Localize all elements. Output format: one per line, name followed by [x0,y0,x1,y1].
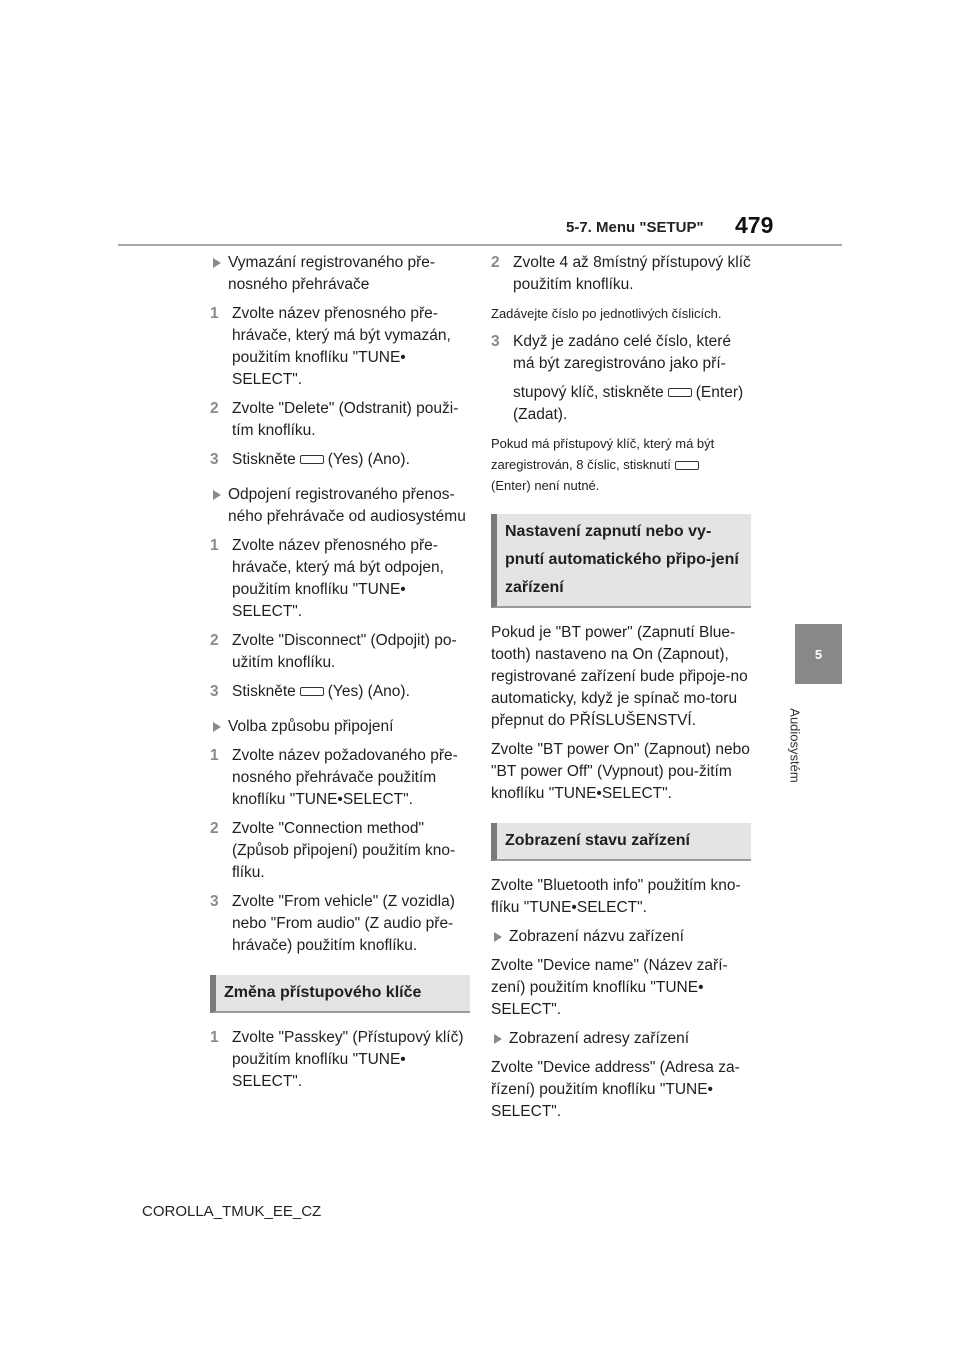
note-text: Pokud má přístupový klíč, který má být zaregistrován, 8 číslic, stisknutí [491,436,715,472]
step [210,535,470,623]
step [210,1027,470,1093]
step-text: (Enter) (Zadat). [513,384,744,423]
step-number: 1 [210,305,219,322]
footer-code: COROLLA_TMUK_EE_CZ [142,1203,322,1220]
chapter-title: Audiosystém [787,708,803,783]
note [491,433,751,496]
bullet-disconnect-device: Odpojení registrovaného přenos-ného přehrávače od audiosystému [210,484,470,528]
step [210,891,470,957]
step [210,449,470,471]
section-heading-auto-connect: Nastavení zapnutí nebo vy-pnutí automatického připo-jení zařízení [491,514,751,608]
step [491,252,751,296]
step-text: Zvolte 4 až 8místný přístupový klíč použitím knoflíku. [513,254,751,293]
step-number: 3 [491,333,500,350]
button-icon [300,687,324,696]
section-heading-device-status: Zobrazení stavu zařízení [491,823,751,861]
step-text: Když je zadáno celé číslo, které má být zaregistrováno jako pří- [513,333,731,372]
chapter-number: 5 [814,646,823,662]
paragraph: Pokud je "BT power" (Zapnutí Blue-tooth) nastaveno na On (Zapnout), registrované zařízení bude připoje-no automaticky, když je spínač mo-toru přepnut do PŘÍSLUŠENSTVÍ. [491,624,748,729]
step-number: 3 [210,451,219,468]
step-number: 1 [210,1029,219,1046]
step [210,681,470,703]
paragraph: Zvolte "BT power On" (Zapnout) nebo "BT power Off" (Vypnout) pou-žitím knoflíku "TUNE•SELECT". [491,741,750,802]
step [210,818,470,884]
left-column [210,252,470,1100]
page-number: 479 [735,212,774,238]
step-text: (Yes) (Ano). [327,451,410,468]
paragraph: Zvolte "Device name" (Název zaří-zení) použitím knoflíku "TUNE• SELECT". [491,957,728,1018]
step-number: 1 [210,747,219,764]
step-continuation [491,382,751,426]
chapter-tab [795,624,842,684]
step-text: (Yes) (Ano). [327,683,410,700]
note-text: (Enter) není nutné. [491,478,600,493]
step-text: Zvolte "From vehicle" (Z vozidla) nebo "From audio" (Z audio pře-hrávače) použitím knoflíku. [232,893,455,954]
step [210,398,470,442]
step-number: 3 [210,683,219,700]
step-text: Zvolte název přenosného pře-hrávače, který má být vymazán, použitím knoflíku "TUNE• SELECT". [232,305,451,388]
step-text: Zvolte "Passkey" (Přístupový klíč) použitím knoflíku "TUNE• SELECT". [232,1029,464,1090]
header-divider [118,244,842,246]
step-text: Stiskněte [232,451,296,468]
step-text: Zvolte název přenosného pře-hrávače, který má být odpojen, použitím knoflíku "TUNE• SELECT". [232,537,444,620]
section-title: 5-7. Menu "SETUP" [566,219,704,236]
button-icon [300,455,324,464]
bullet-connection-method: Volba způsobu připojení [210,716,470,738]
step-number: 2 [210,400,219,417]
step-text: Zvolte název požadovaného pře-nosného přehrávače použitím knoflíku "TUNE•SELECT". [232,747,458,808]
step-number: 1 [210,537,219,554]
button-icon [675,461,699,470]
bullet-device-address: Zobrazení adresy zařízení [491,1028,751,1050]
step [491,331,751,375]
step-text: stupový klíč, stiskněte [513,384,664,401]
step [210,745,470,811]
step-number: 2 [210,632,219,649]
step-text: Zvolte "Connection method" (Způsob připojení) použitím kno-flíku. [232,820,456,881]
paragraph: Zvolte "Bluetooth info" použitím kno-flíku "TUNE•SELECT". [491,877,741,916]
step-number: 2 [491,254,500,271]
bullet-device-name: Zobrazení názvu zařízení [491,926,751,948]
step [210,630,470,674]
bullet-delete-device: Vymazání registrovaného pře-nosného přehrávače [210,252,470,296]
step-number: 3 [210,893,219,910]
step-number: 2 [210,820,219,837]
step-text: Zvolte "Delete" (Odstranit) použi-tím knoflíku. [232,400,459,439]
section-heading-passkey: Změna přístupového klíče [210,975,470,1013]
button-icon [668,388,692,397]
step [210,303,470,391]
paragraph: Zvolte "Device address" (Adresa za-řízení) použitím knoflíku "TUNE• SELECT". [491,1059,740,1120]
step-text: Zvolte "Disconnect" (Odpojit) po-užitím knoflíku. [232,632,457,671]
step-text: Stiskněte [232,683,296,700]
note: Zadávejte číslo po jednotlivých číslicích. [491,306,722,321]
right-column [491,252,751,1130]
